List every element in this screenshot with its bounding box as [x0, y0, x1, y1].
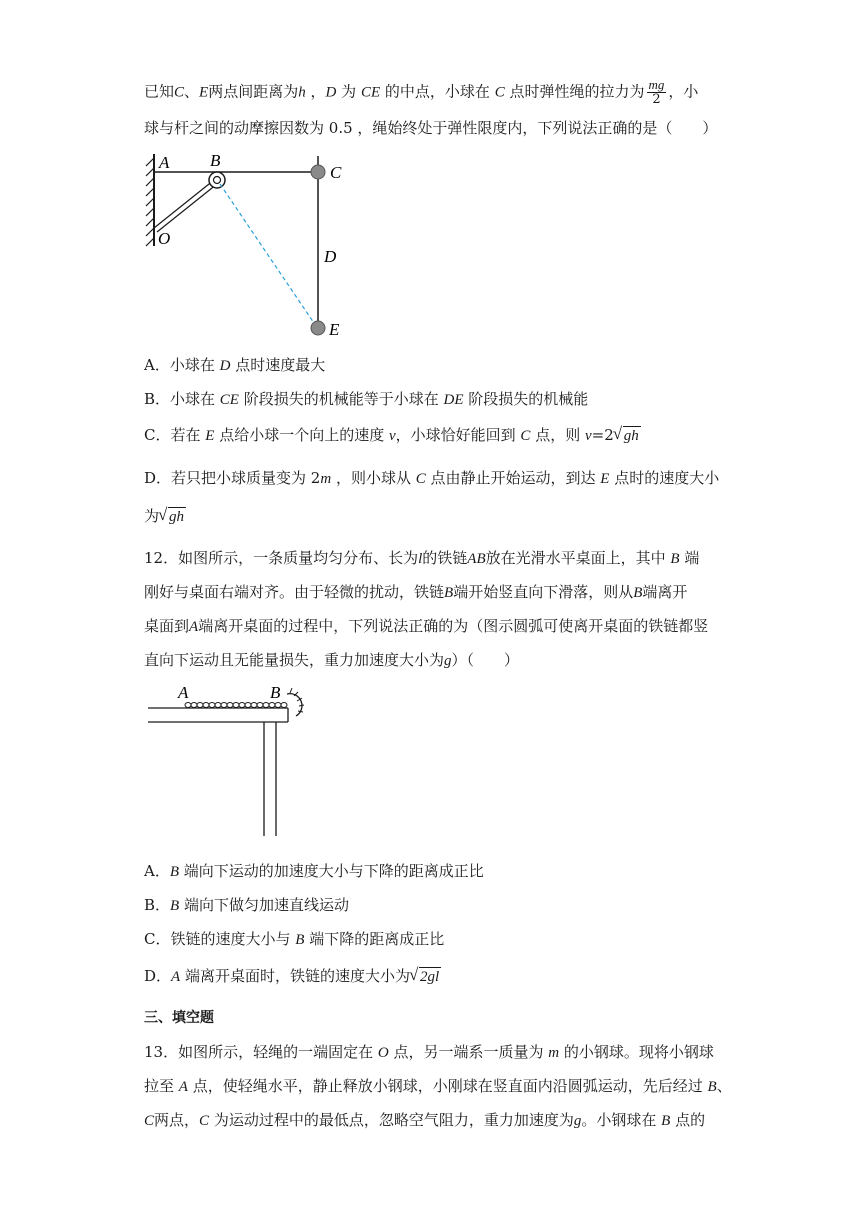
q12-option-c: C．铁链的速度大小与 B 端下降的距离成正比: [144, 930, 445, 948]
q11-figure: [140, 148, 360, 348]
q12-option-b: B．B 端向下做匀加速直线运动: [144, 896, 349, 914]
q12-figure: [144, 682, 324, 842]
fig11-label-B: B: [210, 151, 221, 170]
q12-line-1: 12．如图所示，一条质量均匀分布、长为l的铁链AB放在光滑水平桌面上，其中 B 端: [144, 549, 700, 567]
fig11-label-D: D: [324, 247, 337, 266]
q13-line-3: C两点，C 为运动过程中的最低点，忽略空气阻力，重力加速度为g。小钢球在 B 点的: [144, 1111, 706, 1129]
fig11-label-A: A: [159, 153, 170, 172]
q12-line-2: 刚好与桌面右端对齐。由于轻微的扰动，铁链B端开始竖直向下滑落，则从B端离开: [144, 583, 688, 601]
fig11-label-C: C: [330, 163, 342, 182]
q12-option-d: D．A 端离开桌面时，铁链的速度大小为√ 2gl: [144, 966, 441, 987]
section-heading: 三、填空题: [144, 1010, 214, 1026]
q13-line-1: 13．如图所示，轻绳的一端固定在 O 点，另一端系一质量为 m 的小钢球。现将小钢球: [144, 1043, 714, 1061]
q12-option-a: A．B 端向下运动的加速度大小与下降的距离成正比: [144, 862, 484, 880]
q13-line-2: 拉至 A 点，使轻绳水平，静止释放小钢球，小刚球在竖直面内沿圆弧运动，先后经过 B、: [144, 1077, 732, 1095]
fig12-label-B: B: [270, 683, 281, 702]
fig11-label-E: E: [329, 320, 340, 339]
q11-line-2: 球与杆之间的动摩擦因数为 0.5 ，绳始终处于弹性限度内，下列说法正确的是（ ）: [144, 119, 718, 137]
q11-option-d: D．若只把小球质量变为 2m ，则小球从 C 点由静止开始运动，到达 E 点时的速度大小: [144, 469, 720, 487]
q11-option-c: C．若在 E 点给小球一个向上的速度 v，小球恰好能回到 C 点，则 v=2√ gh: [144, 425, 641, 446]
fig12-label-A: A: [178, 683, 189, 702]
q12-line-3: 桌面到A端离开桌面的过程中，下列说法正确的为（图示圆弧可使离开桌面的铁链都竖: [144, 617, 709, 635]
q11-option-b: B．小球在 CE 阶段损失的机械能等于小球在 DE 阶段损失的机械能: [144, 390, 589, 408]
tension-fraction: $\frac{mg}{2}$: [648, 77, 665, 107]
q11-option-a: A．小球在 D 点时速度最大: [144, 356, 326, 374]
q11-line-1: 已知C、E两点间距离为h ，D 为 CE 的中点，小球在 C 点时弹性绳的拉力为 $\frac{mg}{2}$ ，小: [144, 77, 699, 107]
q11-option-d-cont: 为√ gh: [144, 506, 186, 526]
fig11-label-O: O: [158, 229, 171, 248]
q12-line-4: 直向下运动且无能量损失，重力加速度大小为g）（ ）: [144, 651, 520, 669]
